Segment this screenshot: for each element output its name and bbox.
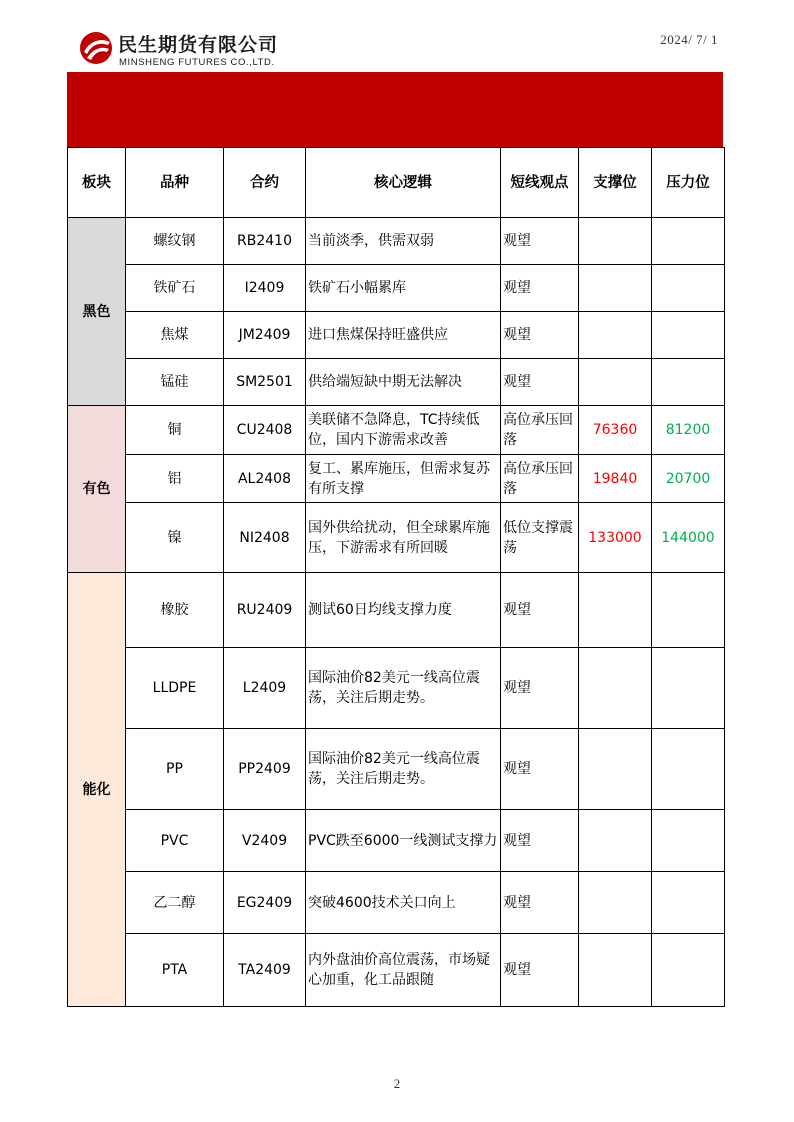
logic-cell: 内外盘油价高位震荡，市场疑心加重，化工品跟随 — [306, 934, 501, 1007]
table-row — [68, 503, 725, 573]
support-cell — [579, 729, 652, 810]
logic-cell: 突破4600技术关口向上 — [306, 872, 501, 934]
view-cell: 低位支撑震荡 — [501, 503, 579, 573]
variety-cell: 螺纹钢 — [126, 218, 224, 265]
resistance-cell — [652, 872, 725, 934]
table-row — [68, 573, 725, 648]
view-cell: 观望 — [501, 573, 579, 648]
header-view: 短线观点 — [501, 148, 579, 218]
table-row — [68, 265, 725, 312]
section-black: 黑色 — [68, 218, 126, 406]
title-banner — [67, 72, 723, 147]
logic-cell: 当前淡季，供需双弱 — [306, 218, 501, 265]
contract-cell: AL2408 — [224, 455, 306, 503]
resistance-cell — [652, 729, 725, 810]
view-cell: 观望 — [501, 648, 579, 729]
table-row — [68, 872, 725, 934]
support-cell: 19840 — [579, 455, 652, 503]
company-name-cn: 民生期货有限公司 — [118, 34, 279, 56]
support-cell — [579, 265, 652, 312]
variety-cell: 铜 — [126, 406, 224, 455]
view-cell: 观望 — [501, 810, 579, 872]
view-cell: 观望 — [501, 359, 579, 406]
header-variety: 品种 — [126, 148, 224, 218]
resistance-cell — [652, 265, 725, 312]
variety-cell: 乙二醇 — [126, 872, 224, 934]
table-row — [68, 359, 725, 406]
variety-cell: 锰硅 — [126, 359, 224, 406]
table-row — [68, 406, 725, 455]
variety-cell: LLDPE — [126, 648, 224, 729]
view-cell: 观望 — [501, 312, 579, 359]
minsheng-logo-icon — [78, 30, 114, 66]
company-logo — [78, 28, 318, 72]
contract-cell: SM2501 — [224, 359, 306, 406]
logic-cell: 国际油价82美元一线高位震荡，关注后期走势。 — [306, 648, 501, 729]
support-cell — [579, 810, 652, 872]
table-row — [68, 455, 725, 503]
contract-cell: TA2409 — [224, 934, 306, 1007]
contract-cell: CU2408 — [224, 406, 306, 455]
contract-cell: L2409 — [224, 648, 306, 729]
support-cell: 133000 — [579, 503, 652, 573]
logic-cell: 美联储不急降息，TC持续低位，国内下游需求改善 — [306, 406, 501, 455]
table-row — [68, 934, 725, 1007]
support-cell — [579, 934, 652, 1007]
support-cell — [579, 872, 652, 934]
report-date: 2024/ 7/ 1 — [660, 32, 718, 47]
logic-cell: PVC跌至6000一线测试支撑力 — [306, 810, 501, 872]
variety-cell: 镍 — [126, 503, 224, 573]
support-cell: 76360 — [579, 406, 652, 455]
view-cell: 观望 — [501, 872, 579, 934]
support-cell — [579, 573, 652, 648]
resistance-cell — [652, 312, 725, 359]
support-cell — [579, 218, 652, 265]
header-resistance: 压力位 — [652, 148, 725, 218]
variety-cell: PP — [126, 729, 224, 810]
header-sector: 板块 — [68, 148, 126, 218]
variety-cell: 橡胶 — [126, 573, 224, 648]
header-contract: 合约 — [224, 148, 306, 218]
logic-cell: 测试60日均线支撑力度 — [306, 573, 501, 648]
resistance-cell — [652, 810, 725, 872]
variety-cell: PTA — [126, 934, 224, 1007]
logic-cell: 国际油价82美元一线高位震荡，关注后期走势。 — [306, 729, 501, 810]
view-cell: 高位承压回落 — [501, 455, 579, 503]
support-cell — [579, 648, 652, 729]
view-cell: 观望 — [501, 934, 579, 1007]
view-cell: 高位承压回落 — [501, 406, 579, 455]
resistance-cell — [652, 934, 725, 1007]
table-row — [68, 729, 725, 810]
contract-cell: I2409 — [224, 265, 306, 312]
logic-cell: 复工、累库施压，但需求复苏有所支撑 — [306, 455, 501, 503]
table-row — [68, 312, 725, 359]
page-number: 2 — [393, 1076, 401, 1091]
support-cell — [579, 312, 652, 359]
contract-cell: RB2410 — [224, 218, 306, 265]
logic-cell: 供给端短缺中期无法解决 — [306, 359, 501, 406]
variety-cell: 铝 — [126, 455, 224, 503]
table-row — [68, 810, 725, 872]
view-cell: 观望 — [501, 729, 579, 810]
resistance-cell — [652, 573, 725, 648]
support-cell — [579, 359, 652, 406]
contract-cell: RU2409 — [224, 573, 306, 648]
header-support: 支撑位 — [579, 148, 652, 218]
variety-cell: 铁矿石 — [126, 265, 224, 312]
resistance-cell — [652, 218, 725, 265]
contract-cell: EG2409 — [224, 872, 306, 934]
resistance-cell — [652, 359, 725, 406]
view-cell: 观望 — [501, 218, 579, 265]
logic-cell: 国外供给扰动，但全球累库施压，下游需求有所回暖 — [306, 503, 501, 573]
contract-cell: JM2409 — [224, 312, 306, 359]
logic-cell: 进口焦煤保持旺盛供应 — [306, 312, 501, 359]
company-name-en: MINSHENG FUTURES CO.,LTD. — [119, 57, 275, 68]
contract-cell: PP2409 — [224, 729, 306, 810]
logic-cell: 铁矿石小幅累库 — [306, 265, 501, 312]
contract-cell: NI2408 — [224, 503, 306, 573]
resistance-cell: 81200 — [652, 406, 725, 455]
section-nonferrous: 有色 — [68, 406, 126, 573]
section-energy-chem: 能化 — [68, 573, 126, 1007]
variety-cell: PVC — [126, 810, 224, 872]
view-cell: 观望 — [501, 265, 579, 312]
strategy-table — [67, 147, 725, 1007]
resistance-cell: 20700 — [652, 455, 725, 503]
variety-cell: 焦煤 — [126, 312, 224, 359]
table-row — [68, 218, 725, 265]
resistance-cell: 144000 — [652, 503, 725, 573]
resistance-cell — [652, 648, 725, 729]
table-row — [68, 648, 725, 729]
header-logic: 核心逻辑 — [306, 148, 501, 218]
table-header-row — [68, 148, 725, 218]
contract-cell: V2409 — [224, 810, 306, 872]
